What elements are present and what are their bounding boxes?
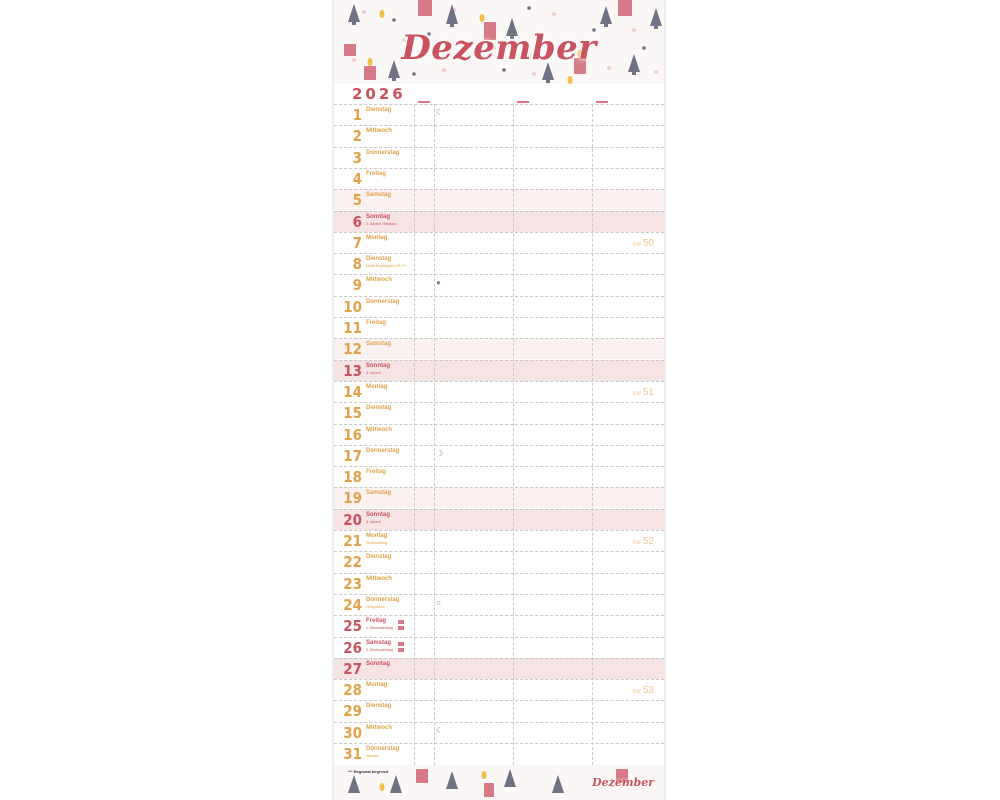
weekday-name: Mittwoch: [366, 128, 392, 135]
weekday-name: Montag: [366, 682, 388, 689]
weekday-name: Donnerstag: [366, 596, 400, 603]
day-row[interactable]: [334, 594, 664, 615]
column-divider: [434, 104, 435, 765]
day-row[interactable]: [334, 232, 664, 253]
waning-crescent-moon-icon: ☾: [436, 725, 444, 735]
calendar-week-number: 50: [642, 237, 654, 249]
weekday-name: Sonntag: [366, 213, 390, 220]
day-row[interactable]: [334, 104, 664, 125]
day-row[interactable]: [334, 125, 664, 146]
weekday-name: Samstag: [366, 639, 392, 646]
day-row[interactable]: [334, 402, 664, 423]
weekday-name: Donnerstag: [366, 447, 400, 454]
day-note: Heiligabend: [366, 604, 385, 609]
day-number: 3: [352, 148, 362, 167]
day-row[interactable]: [334, 466, 664, 487]
day-row[interactable]: [334, 424, 664, 445]
footer-month-logo: Dezember: [592, 776, 654, 789]
header-banner: [334, 0, 664, 84]
day-number: 27: [343, 659, 362, 678]
column-divider: [592, 104, 593, 765]
calendar-week-label: [633, 685, 654, 696]
day-number: 28: [343, 681, 362, 700]
holiday-gift-icon: [398, 640, 404, 654]
day-number: 10: [343, 297, 362, 316]
day-row[interactable]: [334, 487, 664, 508]
year-bar: [334, 84, 664, 103]
column-divider: [513, 104, 514, 765]
day-number: 12: [343, 340, 362, 359]
day-row[interactable]: [334, 509, 664, 530]
day-note: 2. Weihnachtstag: [366, 647, 393, 652]
day-number: 14: [343, 382, 362, 401]
day-number: 20: [343, 510, 362, 529]
calendar-week-prefix: KW: [632, 689, 641, 696]
day-row[interactable]: [334, 253, 664, 274]
day-number: 31: [343, 745, 362, 763]
day-row[interactable]: [334, 147, 664, 168]
weekday-name: Samstag: [366, 490, 392, 497]
day-row[interactable]: [334, 274, 664, 295]
day-number: 29: [343, 702, 362, 721]
day-row[interactable]: [334, 615, 664, 636]
weekday-name: Samstag: [366, 192, 392, 199]
day-number: 30: [343, 723, 362, 742]
weekday-name: Sonntag: [366, 660, 390, 667]
weekday-name: Mittwoch: [366, 724, 392, 731]
day-row[interactable]: [334, 551, 664, 572]
day-number: 1: [352, 106, 362, 124]
day-row[interactable]: [334, 360, 664, 381]
weekday-name: Montag: [366, 533, 388, 539]
day-number: 4: [352, 169, 362, 188]
day-row[interactable]: [334, 168, 664, 189]
day-number: 15: [343, 404, 362, 423]
weekday-name: Dienstag: [366, 703, 392, 710]
day-number: 11: [343, 319, 362, 337]
day-row[interactable]: [334, 445, 664, 466]
calendar-week-label: [633, 536, 654, 547]
day-number: 21: [343, 532, 362, 550]
day-note: Winteranfang: [366, 541, 387, 545]
day-number: 25: [343, 617, 362, 636]
footer-banner: [334, 765, 664, 800]
day-row[interactable]: [334, 743, 664, 764]
weekday-name: Freitag: [366, 469, 387, 476]
weekday-name: Dienstag: [366, 107, 392, 113]
day-row[interactable]: [334, 530, 664, 551]
day-number: 6: [352, 212, 362, 231]
day-row[interactable]: [334, 338, 664, 359]
weekday-name: Montag: [366, 383, 388, 390]
weekday-name: Sonntag: [366, 362, 390, 369]
calendar-week-number: 53: [642, 685, 654, 697]
day-number: 23: [343, 574, 362, 593]
weekday-name: Dienstag: [366, 256, 392, 263]
holiday-gift-icon: [398, 618, 404, 632]
day-number: 18: [343, 468, 362, 487]
day-note: Mariä Empfängnis (AT) ***: [366, 264, 407, 269]
weekday-name: Sonntag: [366, 511, 390, 518]
weekday-name: Donnerstag: [366, 298, 400, 305]
weekday-name: Dienstag: [366, 554, 392, 561]
day-row[interactable]: [334, 658, 664, 679]
day-note: 4. Advent: [366, 519, 381, 524]
calendar-week-number: 51: [642, 386, 654, 398]
day-number: 26: [343, 638, 362, 657]
day-row[interactable]: [334, 381, 664, 402]
calendar-week-label: [633, 238, 654, 249]
day-number: 9: [352, 276, 362, 295]
column-marker: [517, 101, 529, 103]
calendar-week-number: 52: [642, 536, 654, 547]
day-number: 7: [352, 233, 362, 252]
day-row[interactable]: [334, 722, 664, 743]
day-row[interactable]: [334, 637, 664, 658]
column-marker: [418, 101, 430, 103]
weekday-name: Montag: [366, 234, 388, 241]
weekday-name: Mittwoch: [366, 426, 392, 433]
day-number: 8: [352, 255, 362, 274]
waning-crescent-moon-icon: ☾: [436, 108, 444, 117]
day-number: 13: [343, 361, 362, 380]
day-number: 5: [352, 191, 362, 210]
day-grid: [334, 104, 664, 765]
day-row[interactable]: [334, 317, 664, 338]
day-number: 16: [343, 425, 362, 444]
calendar-week-label: [633, 387, 654, 398]
calendar-week-prefix: KW: [632, 390, 641, 397]
day-row[interactable]: [334, 700, 664, 721]
day-number: 24: [343, 595, 362, 614]
new-moon-icon: ●: [436, 278, 441, 288]
day-number: 22: [343, 553, 362, 572]
day-row[interactable]: [334, 679, 664, 700]
weekday-name: Dienstag: [366, 405, 392, 412]
calendar-week-prefix: KW: [632, 540, 641, 546]
weekday-name: Mittwoch: [366, 575, 392, 582]
first-quarter-moon-icon: ☽: [436, 448, 444, 458]
day-note: Silvester: [366, 754, 380, 758]
day-row[interactable]: [334, 211, 664, 232]
day-number: 2: [352, 127, 362, 146]
weekday-name: Donnerstag: [366, 746, 400, 752]
column-marker: [596, 101, 608, 103]
month-title: Dezember: [401, 28, 597, 68]
day-note: 3. Advent: [366, 370, 381, 375]
weekday-name: Freitag: [366, 320, 387, 326]
full-moon-icon: ○: [436, 597, 441, 607]
weekday-name: Donnerstag: [366, 149, 400, 156]
calendar-sheet: [334, 0, 664, 800]
weekday-name: Freitag: [366, 170, 387, 177]
day-row[interactable]: [334, 573, 664, 594]
year-label: 2026: [352, 85, 406, 103]
weekday-name: Freitag: [366, 618, 387, 625]
day-note: 1. Weihnachtstag: [366, 626, 393, 631]
weekday-name: Mittwoch: [366, 277, 392, 284]
weekday-name: Samstag: [366, 341, 392, 348]
day-note: 2. Advent / Nikolaus: [366, 221, 397, 226]
day-row[interactable]: [334, 189, 664, 210]
footer-note: *** Regional begrenzt: [348, 769, 389, 774]
day-number: 19: [343, 489, 362, 508]
day-number: 17: [343, 446, 362, 465]
calendar-week-prefix: KW: [632, 241, 641, 248]
day-row[interactable]: [334, 296, 664, 317]
column-divider: [414, 104, 415, 765]
